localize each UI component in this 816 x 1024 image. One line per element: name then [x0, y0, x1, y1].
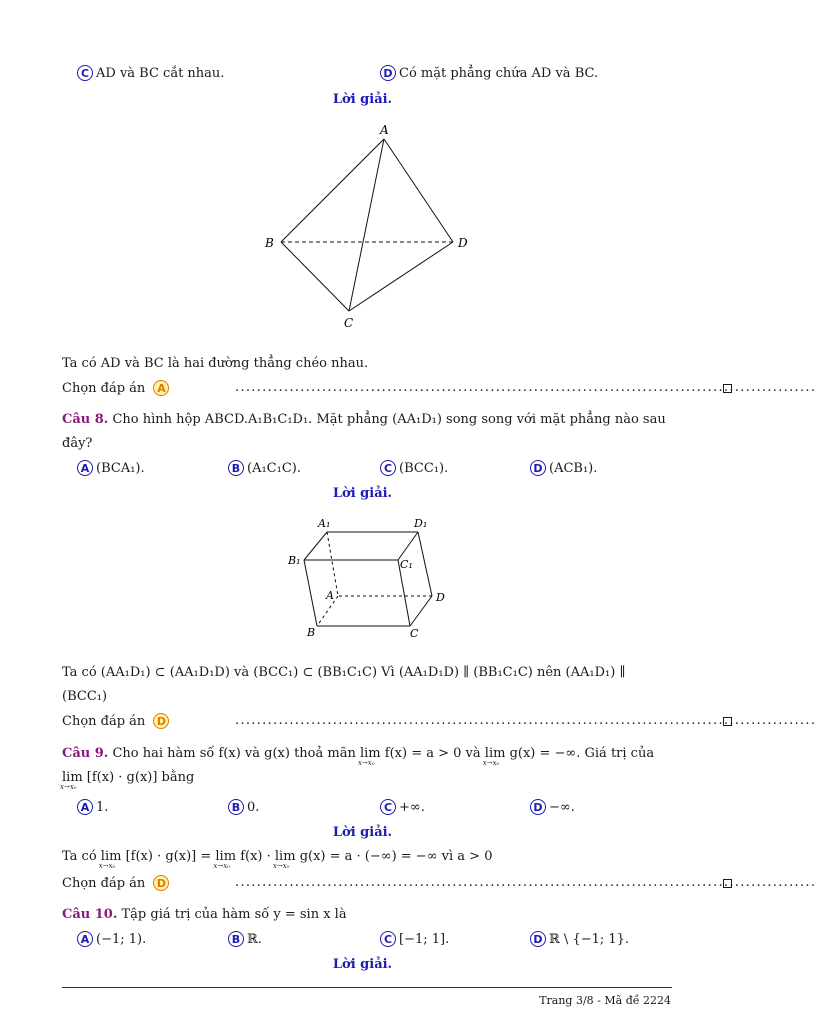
q8-option-d: [530, 460, 597, 476]
q9-sol-c: f(x) ·: [240, 849, 271, 864]
q9-option-a: [77, 799, 108, 815]
q9-sol-d: g(x) = a · (−∞) = −∞ vì a > 0: [299, 849, 493, 864]
q7-solution-text: Ta có AD và BC là hai đường thẳng chéo nhau.: [62, 356, 369, 371]
qed-square-icon: [723, 879, 732, 888]
vertex-d-label: D: [436, 591, 445, 604]
q7-option-c: [77, 65, 224, 81]
q9-question-line2: [60, 770, 195, 791]
solution-label: Lời giải.: [332, 957, 393, 972]
q8-text: Cho hình hộp ABCD.A₁B₁C₁D₁. Mặt phẳng (AA₁D₁) song song với mặt phẳng nào sau: [112, 412, 666, 427]
q10-option-a: [77, 931, 146, 947]
vertex-b-label: B: [307, 626, 316, 639]
option-letter-a: A: [77, 799, 93, 815]
q9-text-c: g(x) = −∞. Giá trị của: [509, 746, 655, 761]
q9-text-a: Cho hai hàm số f(x) và g(x) thoả mãn: [112, 746, 356, 761]
choose-prefix: Chọn đáp án: [62, 381, 146, 396]
lim-word: lim: [484, 746, 506, 761]
q8-number: Câu 8.: [62, 412, 109, 427]
solution-label: Lời giải.: [332, 486, 393, 501]
q9-question-line1: [62, 746, 655, 767]
limit-operator: [272, 849, 296, 870]
q8-solution-line1: Ta có (AA₁D₁) ⊂ (AA₁D₁D) và (BCC₁) ⊂ (BB₁C₁C) Vì (AA₁D₁D) ∥ (BB₁C₁C) nên (AA₁D₁) ∥: [62, 665, 626, 680]
tetrahedron-figure: [0, 118, 725, 338]
qed-square-icon: [723, 717, 732, 726]
limit-operator: [60, 770, 83, 791]
footer-divider: [62, 987, 672, 988]
q8-answer-line: [62, 713, 816, 733]
vertex-b1-label: B₁: [288, 554, 301, 567]
q10-text: Tập giá trị của hàm số y = sin x là: [121, 907, 347, 922]
option-letter-a: A: [77, 931, 93, 947]
q8-option-c-text: (BCC₁).: [399, 460, 449, 476]
q7-answer-line: [62, 380, 816, 400]
vertex-b-label: B: [265, 236, 274, 250]
lim-word: lim: [359, 746, 381, 761]
q10-option-d: [530, 931, 629, 947]
q9-number: Câu 9.: [62, 746, 109, 761]
q9-option-b: [228, 799, 259, 815]
vertex-a-label: A: [380, 123, 389, 137]
vertex-c-label: C: [410, 627, 419, 640]
lim-word: lim: [274, 849, 296, 864]
option-letter-a: A: [77, 460, 93, 476]
q8-option-a: [77, 460, 145, 476]
leader-dots: ...........................................................................................................: [235, 875, 816, 890]
q8-option-b: [228, 460, 301, 476]
lim-subscript: x→x₀: [60, 783, 77, 791]
limit-operator: [357, 746, 381, 767]
q9-option-a-text: 1.: [96, 799, 109, 815]
q8-question-line1: [62, 412, 666, 427]
vertex-a1-label: A₁: [318, 517, 331, 530]
option-letter-b: B: [228, 460, 244, 476]
q9-option-c-text: +∞.: [399, 799, 425, 815]
limit-operator: [482, 746, 506, 767]
option-letter-c: C: [77, 65, 93, 81]
q7-option-d: [380, 65, 598, 81]
vertex-a-label: A: [326, 589, 334, 602]
option-letter-b: B: [228, 799, 244, 815]
vertex-c1-label: C₁: [400, 558, 413, 571]
q9-sol-b: [f(x) · g(x)] =: [125, 849, 212, 864]
option-letter-d: D: [530, 799, 546, 815]
option-letter-d: D: [530, 460, 546, 476]
q9-text-b: f(x) = a > 0 và: [384, 746, 481, 761]
q9-option-c: [380, 799, 425, 815]
answer-badge-a: A: [153, 380, 169, 396]
q8-option-c: [380, 460, 448, 476]
qed-square-icon: [723, 384, 732, 393]
q8-option-b-text: (A₁C₁C).: [247, 460, 301, 476]
solution-label: Lời giải.: [332, 825, 393, 840]
leader-dots: ...........................................................................................................: [235, 713, 816, 728]
q7-option-d-text: Có mặt phẳng chứa AD và BC.: [399, 65, 599, 81]
choose-prefix: Chọn đáp án: [62, 714, 146, 729]
q8-solution-line2: (BCC₁): [62, 689, 108, 704]
answer-badge-d: D: [153, 875, 169, 891]
q10-number: Câu 10.: [62, 907, 118, 922]
page-footer: Trang 3/8 - Mã đề 2224: [539, 994, 671, 1007]
q10-question-line: [62, 907, 347, 922]
lim-word: lim: [100, 849, 122, 864]
q9-option-b-text: 0.: [247, 799, 260, 815]
q10-option-b-text: ℝ.: [247, 931, 262, 947]
leader-dots: ...........................................................................................................: [235, 380, 816, 395]
option-letter-c: C: [380, 799, 396, 815]
vertex-c-label: C: [344, 316, 354, 330]
lim-word: lim: [215, 849, 237, 864]
option-letter-d: D: [530, 931, 546, 947]
q8-question-line2: đây?: [62, 436, 93, 451]
q10-option-c-text: [−1; 1].: [399, 931, 450, 947]
lim-word: lim: [62, 770, 83, 785]
q9-option-d: [530, 799, 575, 815]
q9-text-d: [f(x) · g(x)] bằng: [86, 770, 195, 785]
q8-option-d-text: (ACB₁).: [549, 460, 598, 476]
option-letter-c: C: [380, 460, 396, 476]
q8-option-a-text: (BCA₁).: [96, 460, 145, 476]
q9-answer-line: [62, 875, 816, 895]
q10-option-c: [380, 931, 449, 947]
q10-option-a-text: (−1; 1).: [96, 931, 147, 947]
vertex-d1-label: D₁: [414, 517, 428, 530]
q9-solution-text: [62, 849, 493, 870]
parallelepiped-figure: [0, 512, 725, 647]
lim-subscript: x→x₀: [98, 862, 116, 870]
q9-sol-a: Ta có: [62, 849, 97, 864]
q10-option-d-text: ℝ \ {−1; 1}.: [549, 931, 630, 947]
choose-prefix: Chọn đáp án: [62, 876, 146, 891]
lim-subscript: x→x₀: [213, 862, 230, 870]
lim-subscript: x→x₀: [482, 759, 500, 767]
q9-option-d-text: −∞.: [549, 799, 575, 815]
vertex-d-label: D: [458, 236, 468, 250]
option-letter-d: D: [380, 65, 396, 81]
option-letter-c: C: [380, 931, 396, 947]
lim-subscript: x→x₀: [357, 759, 375, 767]
lim-subscript: x→x₀: [272, 862, 290, 870]
answer-badge-d: D: [153, 713, 169, 729]
solution-label: Lời giải.: [332, 92, 393, 107]
q10-option-b: [228, 931, 262, 947]
q7-option-c-text: AD và BC cắt nhau.: [96, 65, 225, 81]
option-letter-b: B: [228, 931, 244, 947]
limit-operator: [98, 849, 122, 870]
limit-operator: [213, 849, 237, 870]
